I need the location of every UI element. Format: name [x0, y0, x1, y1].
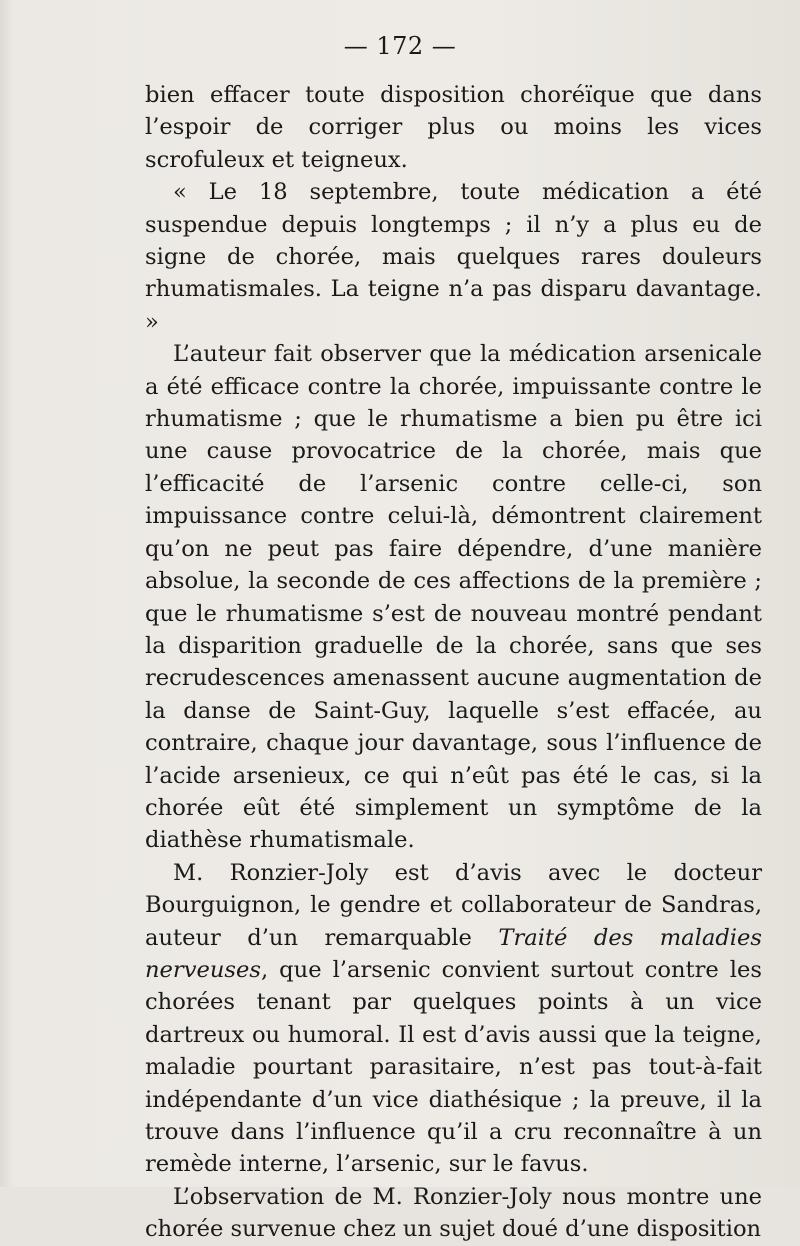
book-title-italic: Traité des maladies nerveuses: [145, 924, 762, 983]
paragraph-continuation: bien effacer toute disposition choréïque que dans l’espoir de corriger plus ou moins les vices scrofuleux et teigneux.: [145, 82, 762, 173]
paragraph-final-observation: L’observation de M. Ronzier-Joly nous montre une chorée survenue chez un sujet doué d’une disposition: [145, 1183, 762, 1243]
paragraph-text-after-title: , que l’arsenic convient surtout contre les chorées tenant par quelques points à un vice dartreux ou humoral. Il est d’avis aussi que la teigne, maladie pourtant parasitaire, n’est pas tout-à-fait indépendante d’un vice diathésique ; la preuve, il la trouve dans l’influence qu’il a cru reconnaître à un remède interne, l’arsenic, sur le favus.: [145, 956, 762, 1178]
page-number: — 172 —: [343, 32, 457, 60]
paragraph-ronzier-joly-opinion: [145, 857, 762, 1181]
body-text: [145, 79, 762, 1246]
paragraph-quotation: « Le 18 septembre, toute médication a été suspendue depuis longtemps ; il n’y a plus eu de signe de chorée, mais quelques rares douleurs rhumatismales. La teigne n’a pas disparu davantage. »: [145, 179, 762, 335]
paragraph-text-before-title: M. Ronzier-Joly est d’avis avec le docteur Bourguignon, le gendre et collaborateur de Sandras, auteur d’un remarquable: [145, 859, 762, 951]
paragraph-author-observation: L’auteur fait observer que la médication arsenicale a été efficace contre la chorée, impuissante contre le rhumatisme ; que le rhumatisme a bien pu être ici une cause provocatrice de la chorée, mais que l’efficacité de l’arsenic contre celle-ci, son impuissance contre celui-là, démontrent clairement qu’on ne peut pas faire dépendre, d’une manière absolue, la seconde de ces affections de la première ; que le rhumatisme s’est de nouveau montré pendant la disparition graduelle de la chorée, sans que ses recrudescences amenassent aucune augmentation de la danse de Saint-Guy, laquelle s’est effacée, au contraire, chaque jour davantage, sous l’influence de l’acide arsenieux, ce qui n’eût pas été le cas, si la chorée eût été simplement un symptôme de la diathèse rhumatismale.: [145, 341, 762, 854]
